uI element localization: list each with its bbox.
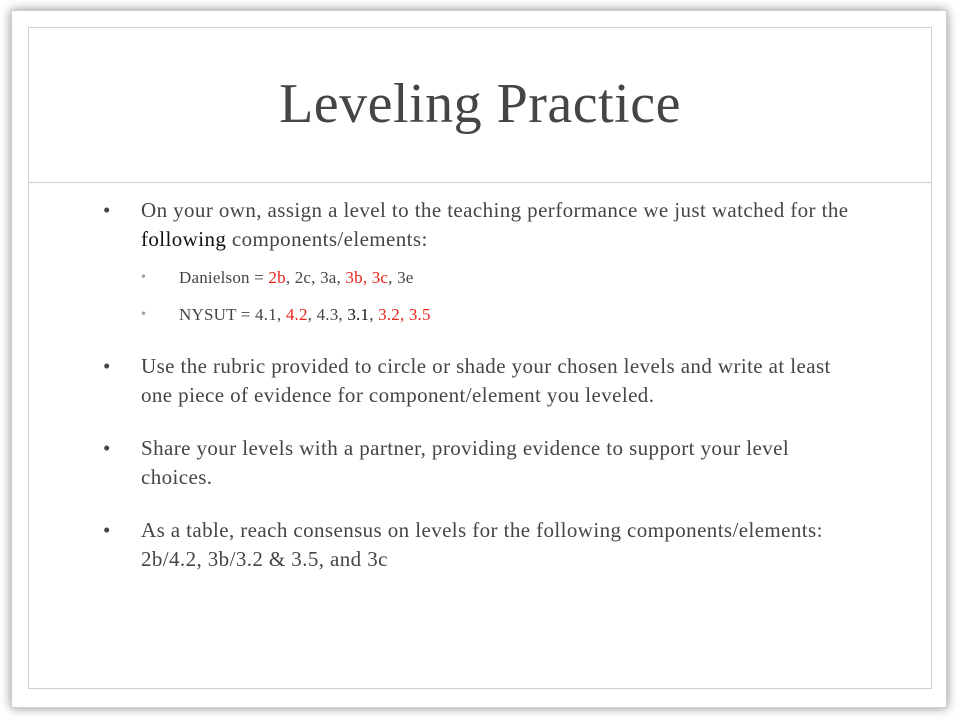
nysut-red-42: 4.2 bbox=[285, 305, 308, 324]
bullet-dot: • bbox=[141, 307, 147, 322]
danielson-mid: , 2c, 3a, bbox=[285, 268, 346, 287]
bullet-text: Use the rubric provided to circle or shade your chosen levels and write at least one piece of evidence for component/element you leveled. bbox=[141, 354, 831, 407]
bullet-text: components/elements: bbox=[226, 227, 428, 251]
nysut-mid: , 4.3, bbox=[307, 305, 348, 324]
nysut-31: 3.1 bbox=[347, 305, 370, 324]
bullet-dot: • bbox=[103, 198, 111, 222]
nysut-red-32-35: 3.2, 3.5 bbox=[378, 305, 431, 324]
slide-content bbox=[103, 196, 863, 574]
bullet-dot: • bbox=[103, 436, 111, 460]
subbullet-danielson bbox=[141, 266, 863, 290]
bullet-consensus bbox=[103, 516, 863, 574]
bullet-text: On your own, assign a level to the teaching performance we just watched for the bbox=[141, 198, 849, 222]
danielson-red-3b3c: 3b, 3c bbox=[345, 268, 389, 287]
bullet-share-levels bbox=[103, 434, 863, 492]
bullet-text: Share your levels with a partner, providing evidence to support your level choices. bbox=[141, 436, 790, 489]
bullet-dot: • bbox=[103, 354, 111, 378]
bullet-text: As a table, reach consensus on levels for the following components/elements: 2b/4.2, 3b/3.2 & 3.5, and 3c bbox=[141, 518, 823, 571]
bullet-text-following: following bbox=[141, 227, 227, 251]
danielson-label: Danielson = bbox=[179, 268, 269, 287]
title-band bbox=[29, 28, 931, 183]
danielson-red-2b: 2b bbox=[268, 268, 286, 287]
nysut-comma: , bbox=[369, 305, 379, 324]
danielson-end: , 3e bbox=[388, 268, 414, 287]
bullet-dot: • bbox=[141, 270, 147, 285]
bullet-dot: • bbox=[103, 518, 111, 542]
bullet-use-rubric bbox=[103, 352, 863, 410]
subbullet-nysut bbox=[141, 303, 863, 327]
nysut-label: NYSUT = 4.1, bbox=[179, 305, 286, 324]
bullet-own-assign bbox=[103, 196, 863, 254]
slide-title: Leveling Practice bbox=[279, 73, 681, 135]
